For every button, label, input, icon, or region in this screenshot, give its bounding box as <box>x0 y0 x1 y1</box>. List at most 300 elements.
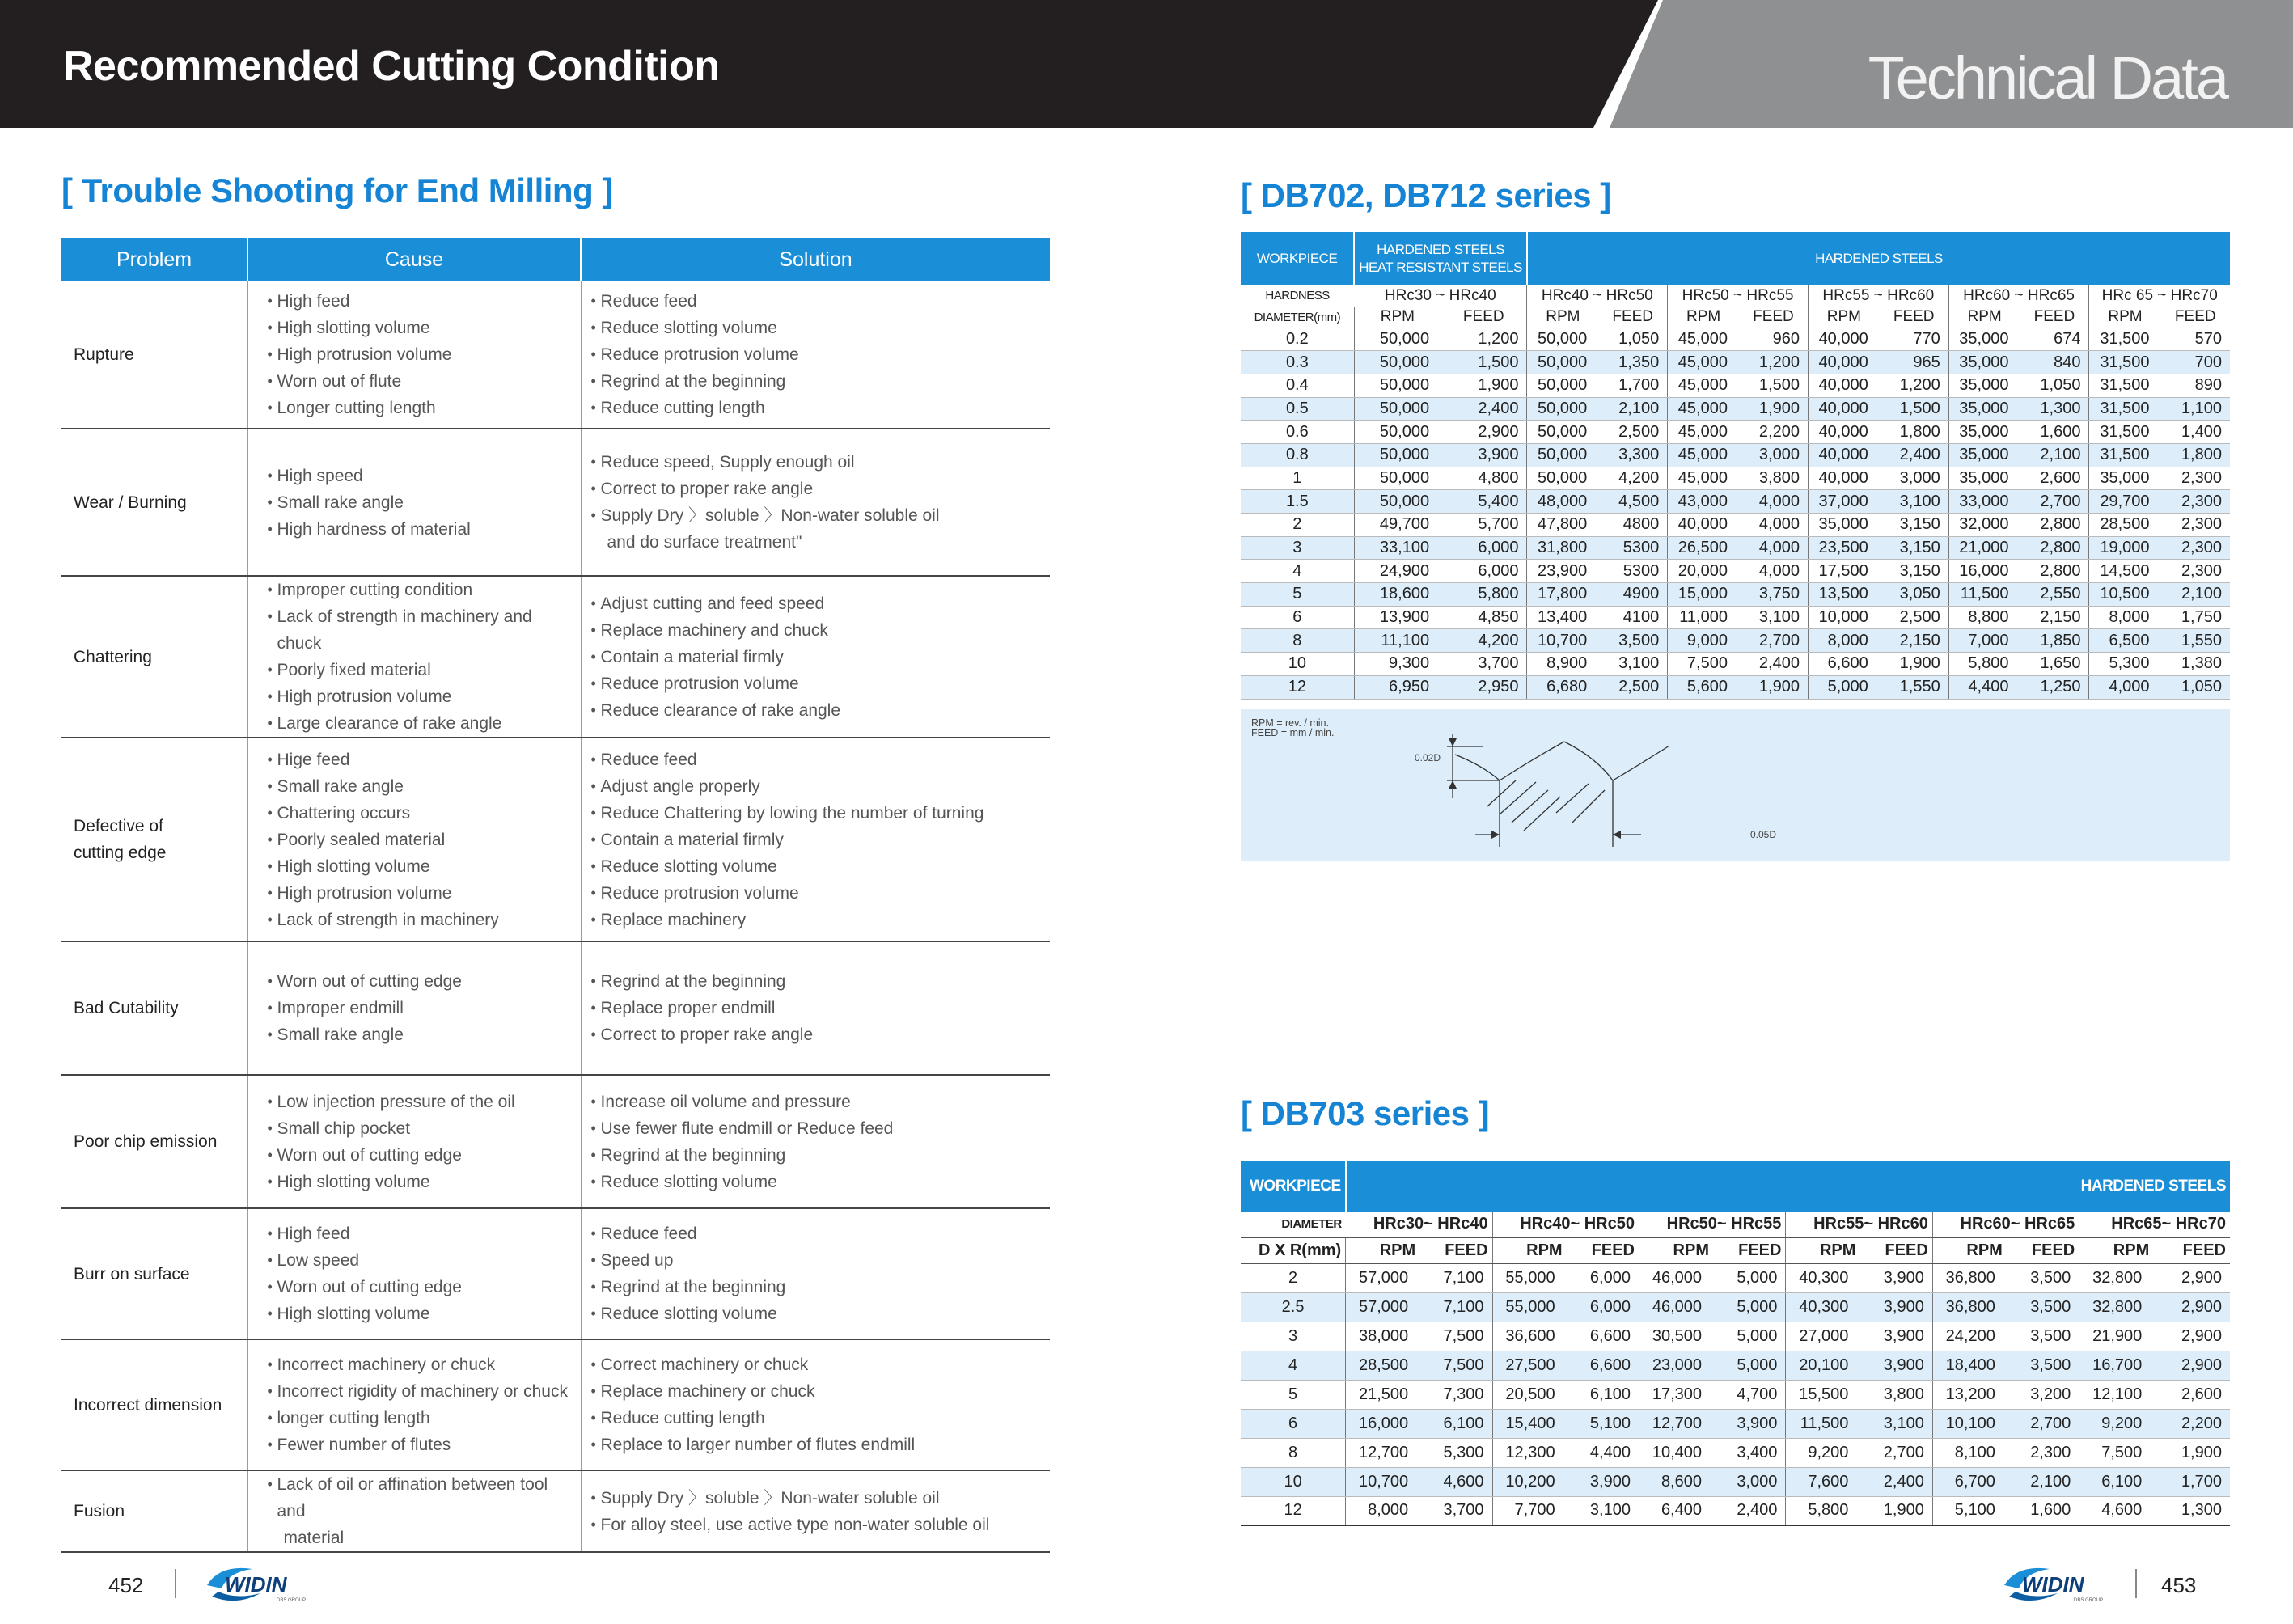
rpm-cell: 17,500 <box>1808 560 1879 583</box>
feed-cell: 840 <box>2020 351 2088 374</box>
rpm-cell: 20,100 <box>1786 1351 1860 1380</box>
feed-cell: 4,850 <box>1441 606 1527 629</box>
rpm-cell: 6,600 <box>1808 653 1879 676</box>
feed-cell: 2,600 <box>2153 1380 2230 1409</box>
cause-item: • Incorrect rigidity of machinery or chuck <box>269 1378 581 1405</box>
solution-cell <box>581 1339 1050 1470</box>
rpm-cell: 4,000 <box>2089 675 2161 699</box>
cause-cell <box>247 941 581 1075</box>
feed-cell: 1,250 <box>2020 675 2088 699</box>
diameter-cell: 5 <box>1241 583 1354 607</box>
feed-cell: 1,900 <box>1739 397 1808 421</box>
table-row <box>1241 1263 2230 1292</box>
db702-title: [ DB702, DB712 series ] <box>1241 176 1611 214</box>
feed-cell: 4,600 <box>1419 1467 1492 1496</box>
rpm-cell: 11,500 <box>1948 583 2020 607</box>
rpm-cell: 12,300 <box>1492 1438 1567 1467</box>
cause-cell <box>247 1339 581 1470</box>
feed-cell: 3,300 <box>1598 443 1667 467</box>
cause-item: • High feed <box>269 288 581 315</box>
rpm-cell: 5,000 <box>1808 675 1879 699</box>
rpm-cell: 35,000 <box>1948 351 2020 374</box>
cause-item: • High slotting volume <box>269 1169 581 1195</box>
feed-cell: 3,400 <box>1713 1438 1786 1467</box>
diameter-cell: 2 <box>1241 514 1354 537</box>
rpm-cell: 38,000 <box>1346 1322 1420 1351</box>
solution-cell <box>581 429 1050 576</box>
rpm-cell: 11,500 <box>1786 1409 1860 1438</box>
solution-item: • Reduce slotting volume <box>593 315 1051 341</box>
feed-cell: 4,200 <box>1441 629 1527 653</box>
rpm-cell: 4,600 <box>2079 1496 2154 1525</box>
feed-cell: 1,200 <box>1441 328 1527 351</box>
table-row <box>1241 675 2230 699</box>
workpiece-group: HARDENED STEELS <box>1346 1161 2230 1212</box>
rpm-cell: 40,000 <box>1808 467 1879 490</box>
cause-cell <box>247 576 581 738</box>
solution-item: • Reduce protrusion volume <box>593 670 1051 697</box>
feed-cell: 2,100 <box>2020 443 2088 467</box>
feed-header: FEED <box>1441 307 1527 328</box>
cause-item: • Longer cutting length <box>269 395 581 421</box>
cause-item: • High speed <box>269 463 581 489</box>
rpm-cell: 6,680 <box>1527 675 1598 699</box>
feed-header: FEED <box>2007 1237 2079 1263</box>
rpm-cell: 24,900 <box>1354 560 1441 583</box>
problem-text: Defective of <box>74 817 163 835</box>
cause-item-cont: material <box>283 1529 345 1547</box>
solution-item: • Correct to proper rake angle <box>593 476 1051 502</box>
rpm-cell: 10,200 <box>1492 1467 1567 1496</box>
feed-cell: 674 <box>2020 328 2088 351</box>
rpm-cell: 9,000 <box>1668 629 1739 653</box>
feed-cell: 1,200 <box>1739 351 1808 374</box>
problem-text: Rupture <box>74 345 134 364</box>
cause-list <box>269 746 581 933</box>
rpm-cell: 8,100 <box>1932 1438 2007 1467</box>
rpm-cell: 9,200 <box>1786 1438 1860 1467</box>
table-row <box>1241 467 2230 490</box>
rpm-cell: 10,700 <box>1527 629 1598 653</box>
cause-item: • Large clearance of rake angle <box>269 710 581 737</box>
rpm-cell: 16,700 <box>2079 1351 2154 1380</box>
solution-cell <box>581 576 1050 738</box>
rpm-cell: 8,000 <box>1346 1496 1420 1525</box>
cause-list <box>269 577 581 737</box>
feed-cell: 2,150 <box>1880 629 1948 653</box>
rpm-cell: 40,000 <box>1808 397 1879 421</box>
table-row <box>1241 1380 2230 1409</box>
rpm-cell: 28,500 <box>1346 1351 1420 1380</box>
db702-table <box>1241 232 2230 700</box>
feed-cell: 6,000 <box>1441 536 1527 560</box>
diameter-label: DIAMETER(mm) <box>1241 307 1354 328</box>
diameter-cell: 6 <box>1241 606 1354 629</box>
feed-cell: 2,900 <box>2153 1322 2230 1351</box>
rpm-cell: 6,400 <box>1639 1496 1713 1525</box>
rpm-cell: 12,700 <box>1346 1438 1420 1467</box>
feed-cell: 2,900 <box>2153 1292 2230 1322</box>
feed-cell: 1,300 <box>2020 397 2088 421</box>
cause-list <box>269 968 581 1048</box>
feed-cell: 3,000 <box>1739 443 1808 467</box>
feed-header: FEED <box>1880 307 1948 328</box>
cause-item: • Poorly sealed material <box>269 827 581 853</box>
rpm-cell: 12,100 <box>2079 1380 2154 1409</box>
cause-cell <box>247 1075 581 1208</box>
diameter-cell: 0.5 <box>1241 397 1354 421</box>
feed-cell: 1,500 <box>1739 374 1808 397</box>
problem-text: Chattering <box>74 647 152 666</box>
feed-header: FEED <box>1598 307 1667 328</box>
feed-cell: 1,650 <box>2020 653 2088 676</box>
hardness-range: HRc30~ HRc40 <box>1346 1212 1492 1237</box>
table-row <box>1241 583 2230 607</box>
feed-cell: 7,100 <box>1419 1292 1492 1322</box>
feed-cell: 2,100 <box>1598 397 1667 421</box>
logo-text: WIDIN <box>2022 1572 2084 1597</box>
solution-item: • Reduce slotting volume <box>593 1169 1051 1195</box>
feed-cell: 6,000 <box>1567 1263 1639 1292</box>
table-row <box>1241 514 2230 537</box>
table-row <box>1241 421 2230 444</box>
feed-cell: 5,100 <box>1567 1409 1639 1438</box>
rpm-cell: 57,000 <box>1346 1292 1420 1322</box>
rpm-header: RPM <box>1948 307 2020 328</box>
problem-cell <box>61 576 247 738</box>
rpm-cell: 27,000 <box>1786 1322 1860 1351</box>
rpm-cell: 55,000 <box>1492 1263 1567 1292</box>
hardness-range: HRc50~ HRc55 <box>1639 1212 1785 1237</box>
solution-list <box>593 968 1051 1048</box>
col-header-cause: Cause <box>247 238 581 281</box>
rpm-cell: 40,000 <box>1808 443 1879 467</box>
rpm-cell: 17,300 <box>1639 1380 1713 1409</box>
feed-cell: 4,000 <box>1739 490 1808 514</box>
rpm-cell: 7,600 <box>1786 1467 1860 1496</box>
rpm-cell: 45,000 <box>1668 397 1739 421</box>
rpm-cell: 35,000 <box>2089 467 2161 490</box>
diameter-cell: 0.2 <box>1241 328 1354 351</box>
problem-cell <box>61 941 247 1075</box>
feed-cell: 3,000 <box>1713 1467 1786 1496</box>
feed-cell: 3,500 <box>2007 1322 2079 1351</box>
feed-cell: 5,000 <box>1713 1263 1786 1292</box>
feed-cell: 2,950 <box>1441 675 1527 699</box>
rpm-cell: 13,500 <box>1808 583 1879 607</box>
feed-cell: 2,100 <box>2161 583 2230 607</box>
profile-diagram <box>1241 709 2230 861</box>
rpm-cell: 40,000 <box>1668 514 1739 537</box>
rpm-cell: 11,100 <box>1354 629 1441 653</box>
feed-cell: 1,500 <box>1880 397 1948 421</box>
rpm-cell: 31,500 <box>2089 443 2161 467</box>
db703-title: [ DB703 series ] <box>1241 1094 1490 1132</box>
feed-cell: 2,800 <box>2020 514 2088 537</box>
table-row <box>1241 1409 2230 1438</box>
section-title-technical-data: Technical Data <box>1868 44 2227 112</box>
feed-cell: 4,500 <box>1598 490 1667 514</box>
solution-item: • Reduce slotting volume <box>593 1300 1051 1327</box>
feed-cell: 3,200 <box>2007 1380 2079 1409</box>
feed-cell: 2,800 <box>2020 560 2088 583</box>
rpm-cell: 23,500 <box>1808 536 1879 560</box>
rpm-cell: 50,000 <box>1527 397 1598 421</box>
hardness-range: HRc30 ~ HRc40 <box>1354 285 1527 307</box>
rpm-cell: 15,400 <box>1492 1409 1567 1438</box>
table-row <box>1241 560 2230 583</box>
feed-cell: 5300 <box>1598 536 1667 560</box>
feed-cell: 1,800 <box>1880 421 1948 444</box>
rpm-cell: 21,500 <box>1346 1380 1420 1409</box>
diagram-label-002d: 0.02D <box>1415 752 1441 763</box>
cause-cell <box>247 429 581 576</box>
trouble-shooting-title: [ Trouble Shooting for End Milling ] <box>61 171 613 209</box>
feed-cell: 5,800 <box>1441 583 1527 607</box>
page-number-right: 453 <box>2161 1573 2197 1597</box>
rpm-cell: 12,700 <box>1639 1409 1713 1438</box>
dxr-label: D X R(mm) <box>1241 1237 1346 1263</box>
rpm-cell: 40,300 <box>1786 1263 1860 1292</box>
feed-cell: 3,900 <box>1441 443 1527 467</box>
rpm-cell: 6,500 <box>2089 629 2161 653</box>
problem-cell <box>61 281 247 429</box>
solution-item: • Increase oil volume and pressure <box>593 1089 1051 1115</box>
rpm-cell: 11,000 <box>1668 606 1739 629</box>
solution-item: • Reduce feed <box>593 746 1051 773</box>
feed-cell: 2,900 <box>1441 421 1527 444</box>
table-row <box>1241 328 2230 351</box>
solution-item: • Reduce cutting length <box>593 1405 1051 1432</box>
feed-cell: 2,100 <box>2007 1467 2079 1496</box>
feed-cell: 2,300 <box>2161 560 2230 583</box>
feed-cell: 6,100 <box>1567 1380 1639 1409</box>
rpm-cell: 50,000 <box>1354 467 1441 490</box>
solution-item: • Reduce protrusion volume <box>593 880 1051 907</box>
rpm-cell: 40,000 <box>1808 351 1879 374</box>
rpm-cell: 50,000 <box>1527 443 1598 467</box>
rpm-cell: 10,100 <box>1932 1409 2007 1438</box>
feed-cell: 2,400 <box>1441 397 1527 421</box>
hardness-range: HRc50 ~ HRc55 <box>1668 285 1809 307</box>
cause-item: • Low injection pressure of the oil <box>269 1089 581 1115</box>
feed-cell: 700 <box>2161 351 2230 374</box>
cause-item: • High protrusion volume <box>269 341 581 368</box>
cause-item: • longer cutting length <box>269 1405 581 1432</box>
hardness-range: HRc65~ HRc70 <box>2079 1212 2230 1237</box>
solution-item: • Reduce clearance of rake angle <box>593 697 1051 724</box>
cause-item: • Low speed <box>269 1247 581 1274</box>
solution-item: • Speed up <box>593 1247 1051 1274</box>
feed-cell: 770 <box>1880 328 1948 351</box>
problem-text: Fusion <box>74 1502 125 1520</box>
rpm-cell: 8,000 <box>2089 606 2161 629</box>
rpm-cell: 35,000 <box>1948 374 2020 397</box>
solution-list <box>593 1089 1051 1195</box>
feed-cell: 2,300 <box>2161 536 2230 560</box>
trouble-row <box>61 941 1050 1075</box>
solution-item: • Contain a material firmly <box>593 644 1051 670</box>
feed-cell: 3,500 <box>1598 629 1667 653</box>
feed-cell: 1,600 <box>2007 1496 2079 1525</box>
col-header-problem: Problem <box>61 238 247 281</box>
rpm-cell: 45,000 <box>1668 328 1739 351</box>
feed-cell: 4100 <box>1598 606 1667 629</box>
feed-cell: 3,100 <box>1598 653 1667 676</box>
cause-cell <box>247 738 581 941</box>
problem-cell <box>61 1470 247 1552</box>
feed-cell: 3,000 <box>1880 467 1948 490</box>
feed-cell: 3,150 <box>1880 514 1948 537</box>
diameter-cell: 2.5 <box>1241 1292 1346 1322</box>
diameter-cell: 3 <box>1241 536 1354 560</box>
solution-list <box>593 288 1051 421</box>
feed-cell: 890 <box>2161 374 2230 397</box>
feed-cell: 2,200 <box>2153 1409 2230 1438</box>
feed-header: FEED <box>1739 307 1808 328</box>
rpm-cell: 7,500 <box>1668 653 1739 676</box>
cause-item: • Small rake angle <box>269 773 581 800</box>
feed-cell: 2,400 <box>1739 653 1808 676</box>
solution-item: • Reduce feed <box>593 288 1051 315</box>
feed-cell: 1,900 <box>1859 1496 1932 1525</box>
page-number-left: 452 <box>108 1573 144 1597</box>
group1-line1: HARDENED STEELS <box>1377 242 1504 257</box>
table-row <box>1241 536 2230 560</box>
page-title: Recommended Cutting Condition <box>63 43 720 90</box>
feed-cell: 5,300 <box>1419 1438 1492 1467</box>
feed-cell: 3,800 <box>1739 467 1808 490</box>
feed-cell: 570 <box>2161 328 2230 351</box>
cause-item: • Fewer number of flutes <box>269 1432 581 1458</box>
feed-cell: 7,500 <box>1419 1351 1492 1380</box>
feed-cell: 3,900 <box>1567 1467 1639 1496</box>
solution-item: • Supply Dry 〉soluble 〉Non-water soluble oil <box>593 1485 1051 1512</box>
diameter-cell: 4 <box>1241 560 1354 583</box>
problem-text: Burr on surface <box>74 1264 190 1284</box>
feed-cell: 960 <box>1739 328 1808 351</box>
feed-cell: 3,750 <box>1739 583 1808 607</box>
trouble-row <box>61 738 1050 941</box>
trouble-row <box>61 1470 1050 1552</box>
feed-cell: 2,400 <box>1859 1467 1932 1496</box>
rpm-cell: 8,800 <box>1948 606 2020 629</box>
feed-header: FEED <box>2161 307 2230 328</box>
hardness-range: HRc55~ HRc60 <box>1786 1212 1932 1237</box>
cause-item: • Worn out of flute <box>269 368 581 395</box>
rpm-cell: 50,000 <box>1527 374 1598 397</box>
rpm-cell: 5,100 <box>1932 1496 2007 1525</box>
diameter-cell: 0.6 <box>1241 421 1354 444</box>
cause-item: • High feed <box>269 1220 581 1247</box>
feed-cell: 2,900 <box>2153 1351 2230 1380</box>
rpm-cell: 45,000 <box>1668 351 1739 374</box>
table-row <box>1241 1438 2230 1467</box>
problem-cell <box>61 738 247 941</box>
rpm-cell: 16,000 <box>1346 1409 1420 1438</box>
solution-item: • Reduce Chattering by lowing the number of turning <box>593 800 1051 827</box>
cause-cell <box>247 281 581 429</box>
solution-item: • Contain a material firmly <box>593 827 1051 853</box>
note-feed: FEED = mm / min. <box>1251 727 1335 738</box>
feed-cell: 1,500 <box>1441 351 1527 374</box>
feed-cell: 1,900 <box>1739 675 1808 699</box>
feed-cell: 1,850 <box>2020 629 2088 653</box>
feed-cell: 2,500 <box>1880 606 1948 629</box>
rpm-cell: 21,000 <box>1948 536 2020 560</box>
solution-item: • Supply Dry 〉soluble 〉Non-water soluble oil <box>593 502 1051 529</box>
rpm-cell: 6,100 <box>2079 1467 2154 1496</box>
rpm-cell: 32,800 <box>2079 1263 2154 1292</box>
rpm-cell: 50,000 <box>1354 421 1441 444</box>
solution-item: • Regrind at the beginning <box>593 1274 1051 1300</box>
feed-cell: 2,550 <box>2020 583 2088 607</box>
rpm-cell: 21,900 <box>2079 1322 2154 1351</box>
rpm-cell: 57,000 <box>1346 1263 1420 1292</box>
solution-item: • Replace machinery and chuck <box>593 617 1051 644</box>
cause-list <box>269 1351 581 1458</box>
rpm-cell: 30,500 <box>1639 1322 1713 1351</box>
diameter-cell: 1 <box>1241 467 1354 490</box>
rpm-header: RPM <box>1527 307 1598 328</box>
feed-cell: 2,150 <box>2020 606 2088 629</box>
solution-item-cont: and do surface treatment" <box>607 533 802 552</box>
rpm-cell: 7,500 <box>2079 1438 2154 1467</box>
feed-cell: 3,150 <box>1880 560 1948 583</box>
feed-cell: 2,800 <box>2020 536 2088 560</box>
rpm-cell: 7,000 <box>1948 629 2020 653</box>
rpm-cell: 36,600 <box>1492 1322 1567 1351</box>
feed-cell: 3,700 <box>1419 1496 1492 1525</box>
feed-cell: 965 <box>1880 351 1948 374</box>
rpm-cell: 31,500 <box>2089 397 2161 421</box>
rpm-cell: 45,000 <box>1668 443 1739 467</box>
feed-cell: 4,800 <box>1441 467 1527 490</box>
rpm-cell: 46,000 <box>1639 1292 1713 1322</box>
feed-cell: 5,700 <box>1441 514 1527 537</box>
rpm-cell: 29,700 <box>2089 490 2161 514</box>
feed-cell: 3,100 <box>1859 1409 1932 1438</box>
feed-cell: 3,700 <box>1441 653 1527 676</box>
rpm-header: RPM <box>2089 307 2161 328</box>
problem-cell <box>61 1208 247 1339</box>
rpm-cell: 45,000 <box>1668 421 1739 444</box>
rpm-cell: 35,000 <box>1948 443 2020 467</box>
solution-item: • Adjust cutting and feed speed <box>593 590 1051 617</box>
feed-cell: 3,900 <box>1859 1292 1932 1322</box>
cause-item: • High slotting volume <box>269 1300 581 1327</box>
rpm-cell: 50,000 <box>1354 351 1441 374</box>
col-header-solution: Solution <box>581 238 1050 281</box>
diameter-cell: 12 <box>1241 1496 1346 1525</box>
solution-item: • Regrind at the beginning <box>593 968 1051 995</box>
solution-list <box>593 1485 1051 1538</box>
cause-item: • High slotting volume <box>269 853 581 880</box>
rpm-cell: 32,800 <box>2079 1292 2154 1322</box>
problem-text: Incorrect dimension <box>74 1395 222 1415</box>
feed-cell: 1,550 <box>2161 629 2230 653</box>
feed-cell: 1,050 <box>2161 675 2230 699</box>
diameter-cell: 12 <box>1241 675 1354 699</box>
problem-text: Bad Cutability <box>74 999 179 1017</box>
feed-cell: 1,750 <box>2161 606 2230 629</box>
cause-list <box>269 1220 581 1327</box>
feed-cell: 3,500 <box>2007 1351 2079 1380</box>
table-row <box>1241 653 2230 676</box>
solution-list <box>593 1220 1051 1327</box>
rpm-cell: 28,500 <box>2089 514 2161 537</box>
cause-item: • Worn out of cutting edge <box>269 1274 581 1300</box>
